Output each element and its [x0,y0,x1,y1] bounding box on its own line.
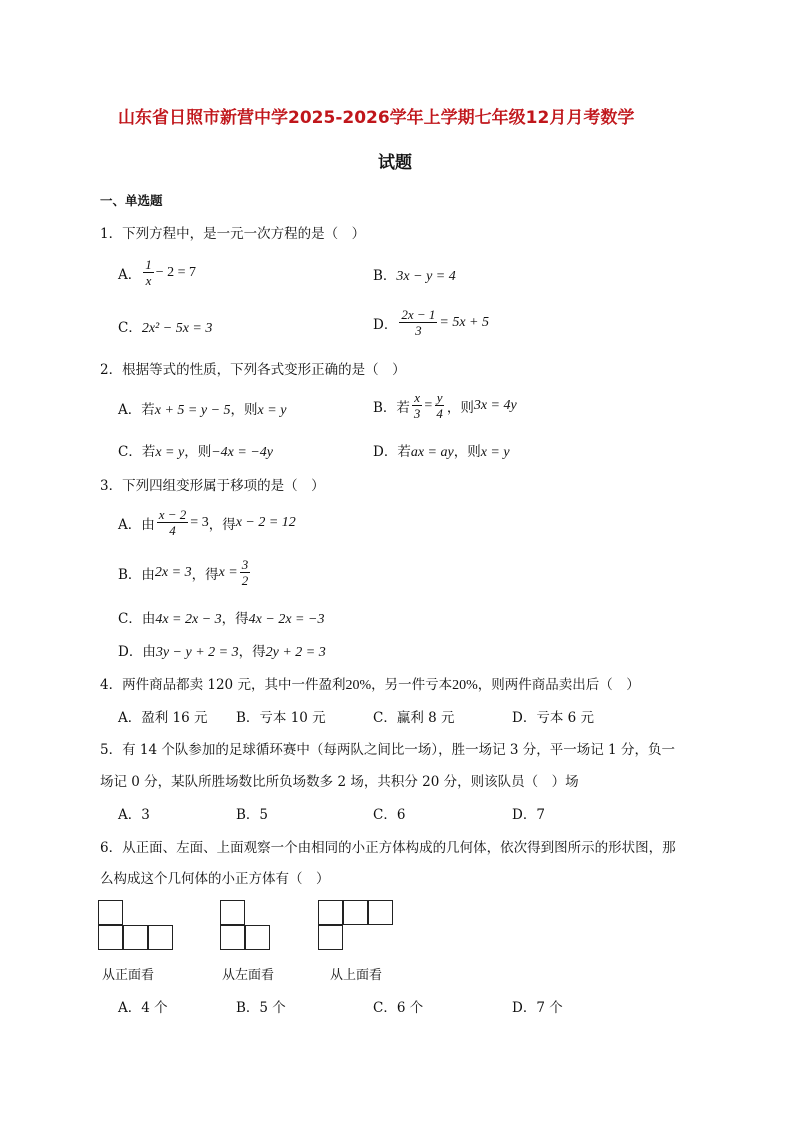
option-label: C． [118,320,142,336]
q6-option-b[interactable]: B．5 个 [236,1000,286,1016]
q5-option-a[interactable]: A．3 [118,807,150,823]
q3-stem: 3．下列四组变形属于移项的是（ ） [100,478,325,494]
expression: x = y [480,445,510,460]
numerator: x − 2 [158,507,187,522]
q3-option-c[interactable] [118,607,324,628]
option-label: D．由 [118,644,156,660]
option-label: A．由 [118,516,155,533]
denominator: 3 [415,323,422,338]
denominator: 2 [241,573,249,588]
q6-option-d[interactable]: D．7 个 [512,1000,563,1016]
option-label: D．若 [373,444,411,460]
connector: ，得 [221,611,249,627]
q3-option-d[interactable] [118,640,326,661]
view-cell [220,900,245,925]
option-label: A． [118,266,142,283]
expression: x = [218,564,238,580]
connector: ，得 [208,516,236,533]
q4-option-a[interactable]: A．盈利 16 元 [118,710,208,726]
q4-option-d[interactable]: D．亏本 6 元 [512,710,594,726]
document-title-line1: 山东省日照市新营中学2025-2026学年上学期七年级12月月考数学 [118,108,635,128]
q2-option-c[interactable] [118,440,273,461]
denominator: 4 [169,523,176,538]
q5-option-c[interactable]: C．6 [373,807,406,823]
numerator: 1 [145,257,152,272]
view-cell [318,900,343,925]
view-cell [245,925,270,950]
view-cell [318,925,343,950]
connector: ，则 [184,444,212,460]
q3-option-a[interactable] [118,507,296,538]
view-cell [220,925,245,950]
option-label: B． [373,268,397,284]
numerator: 2x − 1 [401,307,436,322]
fraction [240,557,251,588]
stem-text: 4．两件商品都卖 120 元，其中一件盈利 [100,677,346,693]
q2-option-d[interactable] [373,440,510,461]
option-label: C．若 [118,444,156,460]
expression: x = y [155,445,185,460]
expression: − 2 = 7 [155,264,197,280]
q4-option-c[interactable]: C．赢利 8 元 [373,710,455,726]
expression: 3y − y + 2 = 3 [155,645,239,660]
q5-stem-line1: 5．有 14 个队参加的足球循环赛中（每两队之间比一场），胜一场记 3 分，平一场记 1 分，负一 [100,742,675,758]
view-cell [368,900,393,925]
section-heading: 一、单选题 [100,193,163,208]
connector: ，则 [446,399,474,416]
view-cell [98,925,123,950]
document-title-line2: 试题 [378,153,412,173]
caption-top-view: 从上面看 [330,968,383,983]
expression: 3x − y = 4 [396,269,456,284]
expression: 2x = 3 [154,564,192,580]
percent: 20% [345,678,372,693]
fraction [157,507,189,538]
q5-option-b[interactable]: B．5 [236,807,269,823]
expression: −4x = −4y [211,445,273,460]
expression: x + 5 = y − 5 [154,403,231,418]
expression: ax = ay [410,445,454,460]
view-cell [98,900,123,925]
q6-option-c[interactable]: C．6 个 [373,1000,424,1016]
equals: = [424,397,433,413]
caption-left-view: 从左面看 [222,968,275,983]
view-cell [148,925,173,950]
q1-option-a[interactable] [118,257,196,288]
option-label: B．若 [373,399,410,416]
q5-option-d[interactable]: D．7 [512,807,545,823]
expression: 4x − 2x = −3 [248,612,325,627]
expression: 4x = 2x − 3 [155,612,222,627]
expression: x − 2 = 12 [235,514,296,530]
q2-option-a[interactable] [118,398,286,419]
denominator: 3 [413,406,421,421]
q6-option-a[interactable]: A．4 个 [118,1000,168,1016]
fraction [143,257,154,288]
expression: 2x² − 5x = 3 [141,321,213,336]
expression: = 5x + 5 [439,314,489,330]
option-label: C．由 [118,611,156,627]
fraction [399,307,437,338]
connector: ，得 [238,644,266,660]
q6-stem-line1: 6．从正面、左面、上面观察一个由相同的小正方体构成的几何体，依次得到图所示的形状图，那 [100,840,676,856]
view-cell [123,925,148,950]
expression: = 3 [190,514,209,530]
connector: ，得 [191,566,219,583]
q1-stem: 1．下列方程中，是一元一次方程的是（ ） [100,226,366,242]
option-label: B．由 [118,566,155,583]
q4-option-b[interactable]: B．亏本 10 元 [236,710,326,726]
connector: ，则 [453,444,481,460]
denominator: 4 [436,406,443,421]
q1-option-b[interactable] [373,264,456,285]
option-label: D． [373,316,398,333]
numerator: 3 [241,557,249,572]
denominator: x [145,273,152,288]
q2-option-b[interactable] [373,390,517,421]
q5-stem-line2: 场记 0 分，某队所胜场数比所负场数多 2 场，共积分 20 分，则该队员（ ）场 [100,774,579,790]
q3-option-b[interactable] [118,557,252,588]
view-cell [343,900,368,925]
connector: ，则 [230,402,258,418]
expression: 2y + 2 = 3 [265,645,326,660]
percent: 20% [452,678,478,693]
expression: x = y [257,403,287,418]
q6-stem-line2: 么构成这个几何体的小正方体有（ ） [100,871,330,887]
fraction [412,390,423,421]
caption-front-view: 从正面看 [102,968,155,983]
q1-option-c[interactable] [118,316,212,337]
q4-stem [100,673,640,694]
stem-text: ，另一件亏本 [371,677,453,693]
expression: 3x = 4y [473,397,517,413]
fraction [434,390,445,421]
q2-stem: 2．根据等式的性质，下列各式变形正确的是（ ） [100,362,406,378]
option-label: A．若 [118,402,155,418]
numerator: y [436,390,443,405]
q1-option-d[interactable] [373,307,489,338]
numerator: x [414,390,421,405]
stem-text: ，则两件商品卖出后（ ） [477,677,640,693]
